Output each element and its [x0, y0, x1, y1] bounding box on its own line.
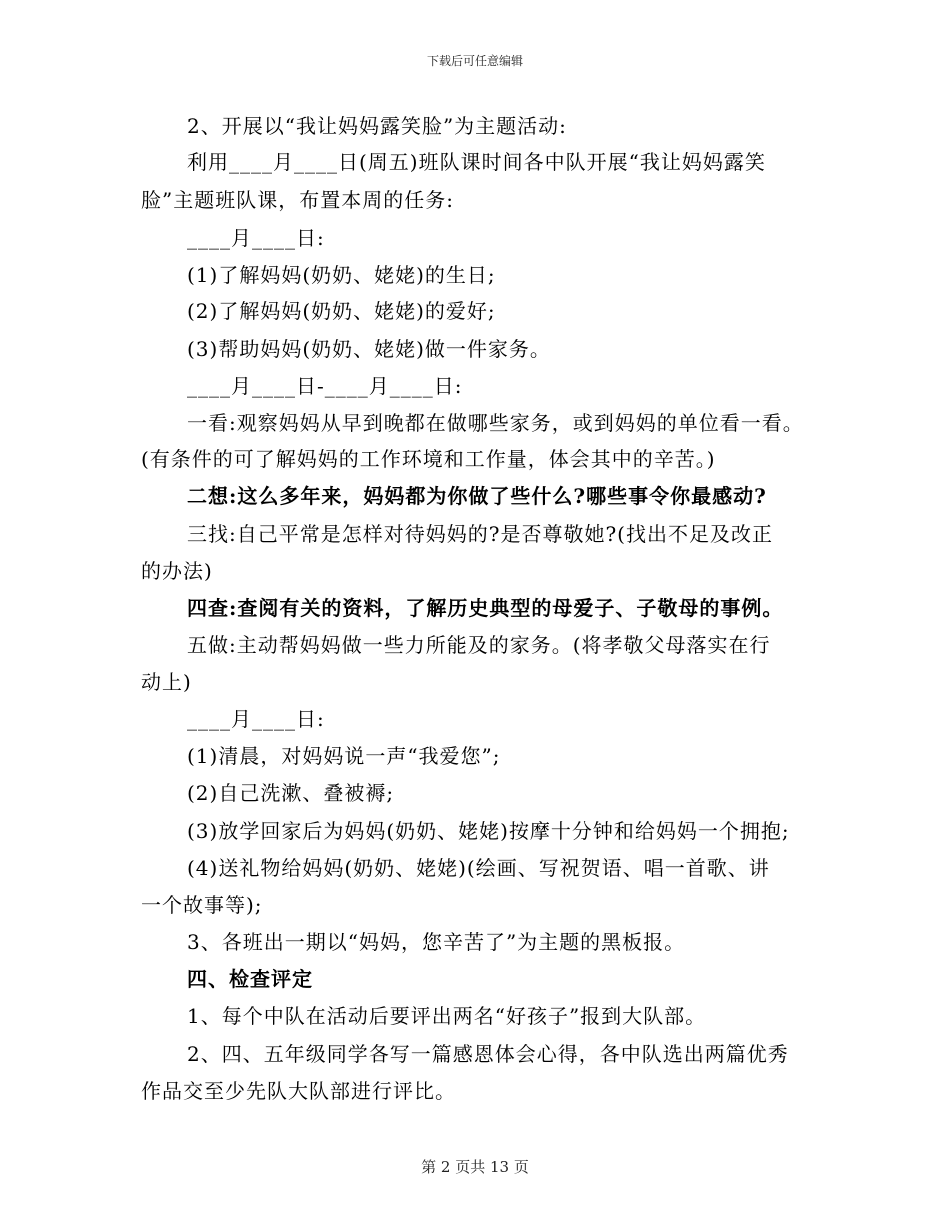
- paragraph-line: 1、每个中队在活动后要评出两名“好孩子”报到大队部。: [187, 1004, 707, 1028]
- date-line: ____月____日-____月____日:: [187, 374, 463, 398]
- paragraph-line: 3、各班出一期以“妈妈，您辛苦了”为主题的黑板报。: [187, 930, 686, 954]
- list-item: (3)帮助妈妈(奶奶、姥姥)做一件家务。: [187, 337, 551, 361]
- date-line: ____月____日:: [187, 226, 325, 250]
- page-footer: 第 2 页共 13 页: [421, 1158, 529, 1176]
- paragraph-line: 利用____月____日(周五)班队课时间各中队开展“我让妈妈露笑: [187, 150, 766, 174]
- paragraph-line: 二想:这么多年来，妈妈都为你做了些什么?哪些事令你最感动?: [187, 484, 767, 508]
- section-heading: 四、检查评定: [187, 967, 313, 991]
- paragraph-line: 动上): [141, 670, 192, 694]
- list-item: (2)了解妈妈(奶奶、姥姥)的爱好;: [187, 299, 496, 323]
- paragraph-line: 作品交至少先队大队部进行评比。: [141, 1079, 456, 1103]
- paragraph-line: (有条件的可了解妈妈的工作环境和工作量，体会其中的辛苦。): [141, 447, 716, 471]
- list-item: 一个故事等);: [141, 893, 263, 917]
- paragraph-line: 一看:观察妈妈从早到晚都在做哪些家务，或到妈妈的单位看一看。: [187, 411, 804, 435]
- paragraph-line: 脸”主题班队课，布置本周的任务:: [141, 188, 454, 212]
- paragraph-line: 2、四、五年级同学各写一篇感恩体会心得，各中队选出两篇优秀: [187, 1042, 789, 1066]
- date-line: ____月____日:: [187, 707, 325, 731]
- list-item: (4)送礼物给妈妈(奶奶、姥姥)(绘画、写祝贺语、唱一首歌、讲: [187, 856, 770, 880]
- page-header: 下载后可任意编辑: [426, 54, 523, 68]
- paragraph-line: 五做:主动帮妈妈做一些力所能及的家务。(将孝敬父母落实在行: [187, 633, 771, 657]
- list-item: (2)自己洗漱、叠被褥;: [187, 781, 395, 805]
- list-item: (3)放学回家后为妈妈(奶奶、姥姥)按摩十分钟和给妈妈一个拥抱;: [187, 819, 790, 843]
- paragraph-line: 三找:自己平常是怎样对待妈妈的?是否尊敬她?(找出不足及改正: [187, 522, 773, 546]
- paragraph-line: 四查:查阅有关的资料，了解历史典型的母爱子、子敬母的事例。: [187, 596, 784, 620]
- paragraph-line: 2、开展以“我让妈妈露笑脸”为主题活动:: [187, 114, 567, 138]
- paragraph-line: 的办法): [141, 559, 213, 583]
- list-item: (1)清晨，对妈妈说一声“我爱您”;: [187, 744, 501, 768]
- list-item: (1)了解妈妈(奶奶、姥姥)的生日;: [187, 263, 496, 287]
